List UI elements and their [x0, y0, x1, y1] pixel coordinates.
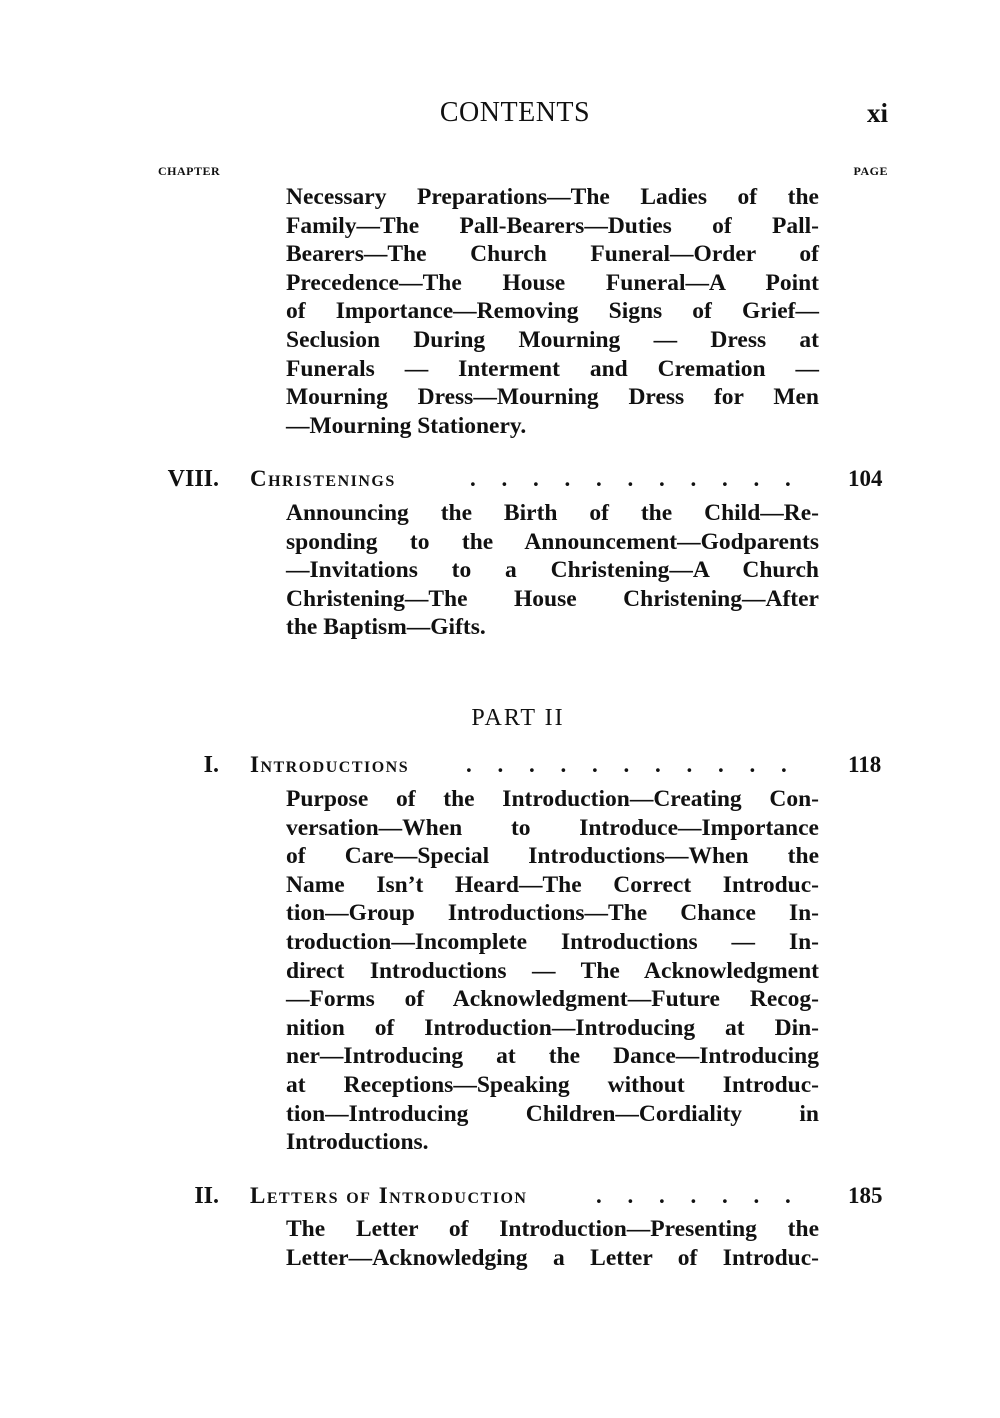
description-line: sponding to the Announcement—Godparents	[286, 528, 819, 555]
description-line: —Mourning Stationery.	[286, 412, 527, 439]
page-reference: 104	[848, 466, 883, 491]
description-line: Name Isn’t Heard—The Correct Introduc-	[286, 871, 819, 898]
chapter-description	[286, 1215, 819, 1272]
description-line: of Importance—Removing Signs of Grief—	[286, 298, 819, 325]
description-line: direct Introductions — The Acknowledgment	[286, 957, 819, 984]
chapter-numeral: I.	[203, 752, 219, 778]
continued-chapter-description	[286, 183, 819, 440]
description-line: ner—Introducing at the Dance—Introducing	[286, 1043, 819, 1070]
description-line: at Receptions—Speaking without Introduc-	[286, 1071, 819, 1098]
description-line: Letter—Acknowledging a Letter of Introduc-	[286, 1244, 819, 1271]
toc-entry-introductions[interactable]	[0, 752, 1000, 782]
description-line: tion—Introducing Children—Cordiality in	[286, 1100, 819, 1127]
description-line: Funerals — Interment and Cremation —	[286, 355, 819, 382]
page-reference: 118	[848, 752, 882, 777]
description-line: nition of Introduction—Introducing at Din-	[286, 1014, 819, 1041]
description-line: the Baptism—Gifts.	[286, 614, 486, 641]
part-heading: PART II	[471, 705, 565, 731]
description-line: troduction—Incomplete Introductions — In-	[286, 928, 819, 955]
description-line: Bearers—The Church Funeral—Order of	[286, 241, 819, 268]
chapter-title: Introductions	[250, 752, 410, 777]
description-line: Introductions.	[286, 1129, 429, 1156]
chapter-numeral: II.	[194, 1183, 219, 1209]
dot-leaders: . . . . . . . . . . .	[466, 752, 797, 777]
toc-entry-christenings[interactable]	[0, 466, 1000, 496]
page-column-label: PAGE	[853, 164, 888, 178]
chapter-description	[286, 785, 819, 1157]
page-reference: 185	[848, 1183, 883, 1208]
description-line: Precedence—The House Funeral—A Point	[286, 269, 819, 296]
description-line: —Forms of Acknowledgment—Future Recog-	[286, 986, 819, 1013]
description-line: of Care—Special Introductions—When the	[286, 843, 819, 870]
description-line: Announcing the Birth of the Child—Re-	[286, 500, 819, 526]
description-line: Family—The Pall-Bearers—Duties of Pall-	[286, 212, 819, 239]
description-line: Mourning Dress—Mourning Dress for Men	[286, 384, 819, 411]
chapter-column-label: CHAPTER	[158, 164, 221, 178]
description-line: —Invitations to a Christening—A Church	[286, 557, 819, 584]
chapter-numeral: VIII.	[167, 466, 219, 492]
chapter-title: Christenings	[250, 466, 396, 491]
description-line: Necessary Preparations—The Ladies of the	[286, 184, 819, 210]
chapter-title: Letters of Introduction	[250, 1183, 528, 1208]
description-line: tion—Group Introductions—The Chance In-	[286, 900, 819, 927]
description-line: versation—When to Introduce—Importance	[286, 814, 819, 841]
description-line: The Letter of Introduction—Presenting the	[286, 1216, 819, 1242]
toc-entry-letters-of-introduction[interactable]	[0, 1183, 1000, 1213]
page-number: xi	[866, 98, 888, 128]
description-line: Christening—The House Christening—After	[286, 585, 819, 612]
description-line: Purpose of the Introduction—Creating Con-	[286, 786, 819, 812]
dot-leaders: . . . . . . .	[596, 1183, 801, 1208]
page-title: CONTENTS	[439, 97, 591, 128]
chapter-description	[286, 499, 819, 642]
dot-leaders: . . . . . . . . . . .	[470, 466, 801, 491]
description-line: Seclusion During Mourning — Dress at	[286, 326, 819, 353]
